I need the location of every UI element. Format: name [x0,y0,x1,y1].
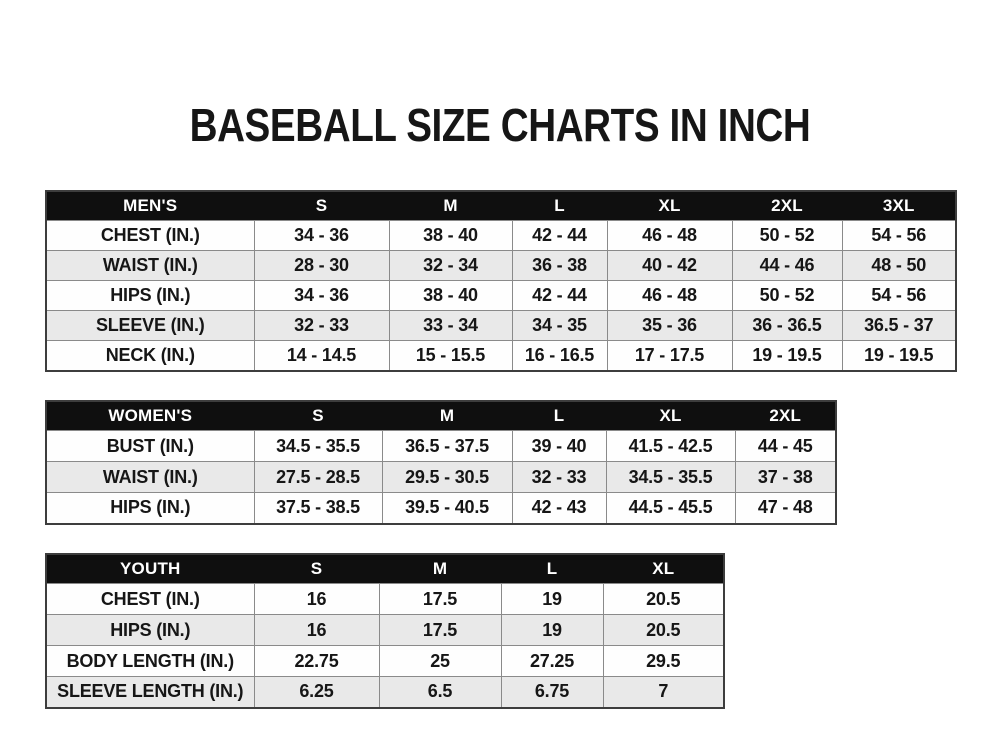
size-value: 17.5 [379,584,501,615]
size-value: 16 [254,615,379,646]
table-row [46,311,956,341]
size-value: 32 - 33 [254,311,389,341]
row-label: SLEEVE LENGTH (IN.) [46,677,254,708]
size-value: 37 - 38 [735,462,836,493]
column-header: 2XL [732,191,842,221]
size-value: 54 - 56 [842,281,956,311]
size-value: 16 [254,584,379,615]
size-value: 17.5 [379,615,501,646]
size-value: 35 - 36 [607,311,732,341]
column-header: XL [607,191,732,221]
size-value: 42 - 44 [512,221,607,251]
size-value: 50 - 52 [732,221,842,251]
size-value: 47 - 48 [735,493,836,524]
size-value: 48 - 50 [842,251,956,281]
size-value: 36.5 - 37.5 [382,431,512,462]
row-label: WAIST (IN.) [46,462,254,493]
table-row [46,431,836,462]
size-value: 38 - 40 [389,221,512,251]
row-label: HIPS (IN.) [46,615,254,646]
size-value: 19 [501,615,603,646]
size-value: 15 - 15.5 [389,341,512,371]
page-title: BASEBALL SIZE CHARTS IN INCH [189,98,811,151]
table-row [46,493,836,524]
row-label: BODY LENGTH (IN.) [46,646,254,677]
size-value: 46 - 48 [607,221,732,251]
table-row [46,281,956,311]
size-value: 28 - 30 [254,251,389,281]
row-label: HIPS (IN.) [46,493,254,524]
size-value: 40 - 42 [607,251,732,281]
womens-size-table [45,400,837,525]
column-header: 2XL [735,401,836,431]
size-value: 29.5 [603,646,724,677]
size-value: 42 - 43 [512,493,606,524]
size-value: 37.5 - 38.5 [254,493,382,524]
column-header: L [512,191,607,221]
table-row [46,462,836,493]
size-value: 42 - 44 [512,281,607,311]
size-value: 6.75 [501,677,603,708]
column-header: L [501,554,603,584]
column-header: XL [606,401,735,431]
row-label: SLEEVE (IN.) [46,311,254,341]
size-value: 46 - 48 [607,281,732,311]
size-value: 6.25 [254,677,379,708]
size-value: 39.5 - 40.5 [382,493,512,524]
size-value: 6.5 [379,677,501,708]
table-row [46,677,724,708]
size-value: 34 - 36 [254,221,389,251]
size-value: 54 - 56 [842,221,956,251]
size-value: 20.5 [603,584,724,615]
column-header: XL [603,554,724,584]
size-value: 39 - 40 [512,431,606,462]
size-value: 25 [379,646,501,677]
size-value: 19 - 19.5 [732,341,842,371]
mens-size-table [45,190,957,372]
column-header: S [254,554,379,584]
size-value: 20.5 [603,615,724,646]
youth-size-table [45,553,725,709]
row-label: WAIST (IN.) [46,251,254,281]
size-value: 32 - 34 [389,251,512,281]
header-row [46,554,724,584]
size-value: 17 - 17.5 [607,341,732,371]
size-value: 22.75 [254,646,379,677]
header-row [46,191,956,221]
size-value: 44 - 46 [732,251,842,281]
size-value: 33 - 34 [389,311,512,341]
group-header: WOMEN'S [46,401,254,431]
column-header: S [254,191,389,221]
row-label: CHEST (IN.) [46,584,254,615]
size-value: 16 - 16.5 [512,341,607,371]
size-value: 36 - 38 [512,251,607,281]
row-label: CHEST (IN.) [46,221,254,251]
size-value: 41.5 - 42.5 [606,431,735,462]
size-value: 14 - 14.5 [254,341,389,371]
size-value: 27.5 - 28.5 [254,462,382,493]
size-value: 50 - 52 [732,281,842,311]
group-header: YOUTH [46,554,254,584]
row-label: HIPS (IN.) [46,281,254,311]
size-value: 34 - 35 [512,311,607,341]
size-value: 29.5 - 30.5 [382,462,512,493]
column-header: L [512,401,606,431]
size-value: 44.5 - 45.5 [606,493,735,524]
column-header: M [382,401,512,431]
table-row [46,646,724,677]
group-header: MEN'S [46,191,254,221]
table-row [46,615,724,646]
size-value: 32 - 33 [512,462,606,493]
column-header: 3XL [842,191,956,221]
row-label: BUST (IN.) [46,431,254,462]
size-value: 27.25 [501,646,603,677]
size-value: 44 - 45 [735,431,836,462]
column-header: M [379,554,501,584]
table-row [46,221,956,251]
size-value: 36 - 36.5 [732,311,842,341]
column-header: M [389,191,512,221]
row-label: NECK (IN.) [46,341,254,371]
table-row [46,341,956,371]
size-value: 34 - 36 [254,281,389,311]
size-value: 19 [501,584,603,615]
size-value: 19 - 19.5 [842,341,956,371]
size-value: 34.5 - 35.5 [606,462,735,493]
column-header: S [254,401,382,431]
size-value: 34.5 - 35.5 [254,431,382,462]
size-value: 36.5 - 37 [842,311,956,341]
size-value: 38 - 40 [389,281,512,311]
table-row [46,584,724,615]
header-row [46,401,836,431]
size-value: 7 [603,677,724,708]
table-row [46,251,956,281]
